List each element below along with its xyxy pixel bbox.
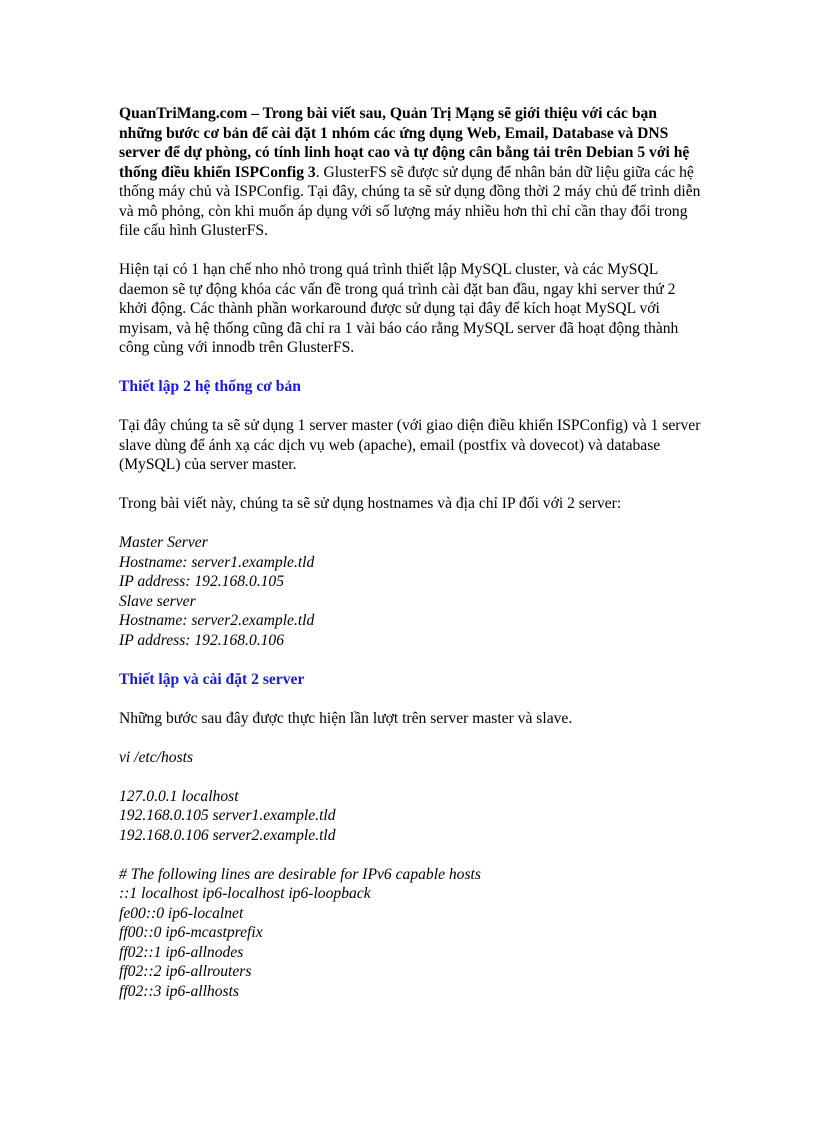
document-page xyxy=(119,104,704,1001)
hosts-line: ff02::1 ip6-allnodes xyxy=(119,943,244,961)
master-slave-paragraph: Tại đây chúng ta sẽ sử dụng 1 server master (với giao diện điều khiển ISPConfig) và 1 server slave dùng để ánh xạ các dịch vụ web (apache), email (postfix và dovecot) và database (MySQL) của server master. xyxy=(119,417,701,473)
spacer xyxy=(119,845,704,865)
server-line: Hostname: server2.example.tld xyxy=(119,612,315,629)
intro-rest: . GlusterFS sẽ được sử dụng để nhân bản dữ liệu giữa các hệ thống máy chủ và ISPConfig. Tại đây, chúng ta sẽ sử dụng đồng thời 2 máy chủ để trình diễn và mô phỏng, còn khi muốn áp dụng với số lượng máy nhiều hơn thì chỉ cần thay đổi trong file cấu hình GlusterFS. xyxy=(119,163,701,239)
mysql-limitation-paragraph: Hiện tại có 1 hạn chế nho nhỏ trong quá trình thiết lập MySQL cluster, và các MySQL daemon sẽ tự động khóa các vấn đề trong quá trình cài đặt ban đầu, ngay khi server thứ 2 khởi động. Các thành phần workaround được sử dụng tại đây để kích hoạt MySQL với myisam, và hệ thống cũng đã chỉ ra 1 vài báo cáo rằng MySQL server đã hoạt động thành công cùng với innodb trên GlusterFS. xyxy=(119,261,679,356)
hosts-line: ff00::0 ip6-mcastprefix xyxy=(119,924,263,941)
hosts-line: 127.0.0.1 localhost xyxy=(119,787,239,805)
server-line: Hostname: server1.example.tld xyxy=(119,553,315,571)
spacer xyxy=(119,728,704,748)
intro-paragraph xyxy=(119,104,704,241)
server-line: IP address: 192.168.0.105 xyxy=(119,573,285,590)
spacer xyxy=(119,241,704,261)
steps-paragraph: Những bước sau đây được thực hiện lần lượt trên server master và slave. xyxy=(119,709,573,727)
hosts-line: ff02::2 ip6-allrouters xyxy=(119,963,252,980)
hosts-line: 192.168.0.106 server2.example.tld xyxy=(119,826,336,844)
hosts-ipv6-block xyxy=(119,865,704,1002)
heading-basic-setup: Thiết lập 2 hệ thống cơ bản xyxy=(119,378,301,395)
spacer xyxy=(119,650,704,670)
spacer xyxy=(119,767,704,787)
hosts-ipv4-block xyxy=(119,787,704,846)
intro-bold-lead: QuanTriMang.com – Trong bài viết sau, Quản Trị Mạng sẽ giới thiệu với các bạn những bước cơ bản để cài đặt 1 nhóm các ứng dụng Web, Email, Database và DNS server để dự phòng, có tính linh hoạt cao và tự động cân bằng tải trên Debian 5 với hệ thống điều khiển ISPConfig 3 xyxy=(119,105,690,181)
hosts-line: 192.168.0.105 server1.example.tld xyxy=(119,807,336,824)
spacer xyxy=(119,514,704,534)
server-line: Master Server xyxy=(119,534,208,551)
hosts-line: ff02::3 ip6-allhosts xyxy=(119,982,239,1000)
hostnames-intro-paragraph: Trong bài viết này, chúng ta sẽ sử dụng hostnames và địa chỉ IP đối với 2 server: xyxy=(119,495,622,512)
hosts-line: fe00::0 ip6-localnet xyxy=(119,904,244,922)
spacer xyxy=(119,475,704,495)
server-line: Slave server xyxy=(119,592,196,610)
spacer xyxy=(119,397,704,417)
server-list xyxy=(119,533,704,650)
command-line: vi /etc/hosts xyxy=(119,748,194,766)
heading-install-servers: Thiết lập và cài đặt 2 server xyxy=(119,670,305,688)
hosts-line: # The following lines are desirable for IPv6 capable hosts xyxy=(119,865,481,883)
spacer xyxy=(119,689,704,709)
server-line: IP address: 192.168.0.106 xyxy=(119,631,285,649)
spacer xyxy=(119,358,704,378)
hosts-line: ::1 localhost ip6-localhost ip6-loopback xyxy=(119,885,371,902)
